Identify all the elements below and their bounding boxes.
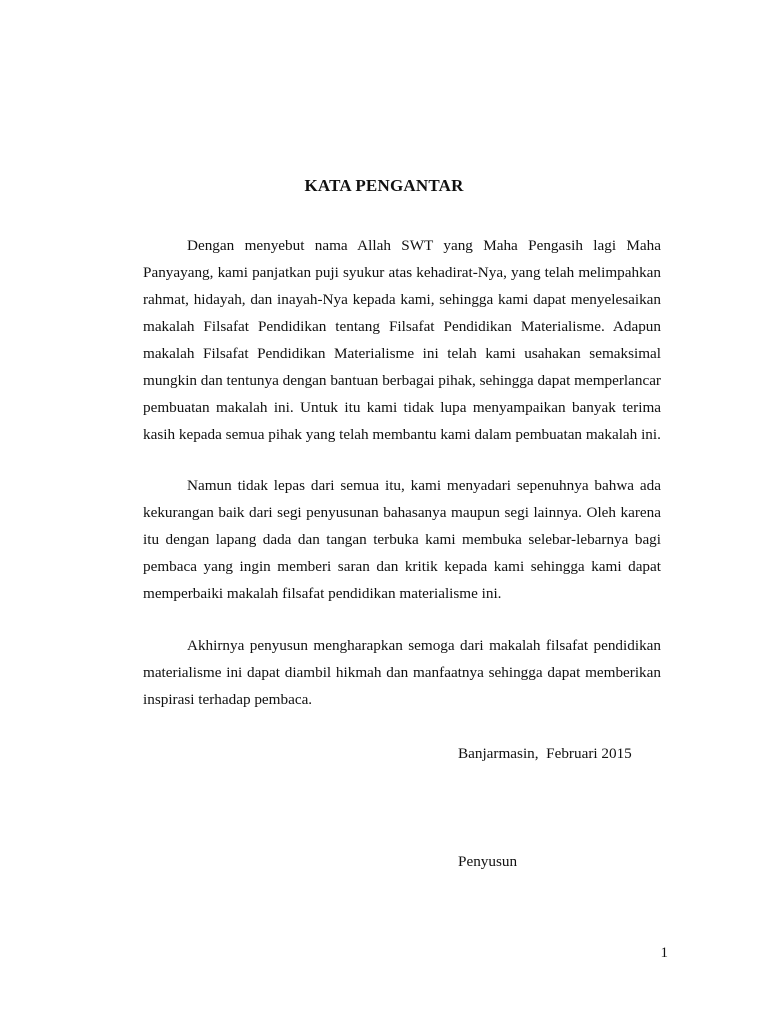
paragraph-line: Panyayang, kami panjatkan puji syukur atas kehadirat-Nya, yang telah melimpahkan: [143, 264, 661, 281]
paragraph-line: Dengan menyebut nama Allah SWT yang Maha Pengasih lagi Maha: [187, 237, 661, 254]
page-title: KATA PENGANTAR: [304, 176, 464, 195]
paragraph-line: mungkin dan tentunya dengan bantuan berbagai pihak, sehingga dapat memperlancar: [143, 372, 661, 389]
paragraph-line: kekurangan baik dari segi penyusunan bahasanya maupun segi lainnya. Oleh karena: [143, 504, 661, 521]
paragraph-opening: [143, 232, 661, 448]
paragraph-line: rahmat, hidayah, dan inayah-Nya kepada kami, sehingga kami dapat menyelesaikan: [143, 291, 661, 308]
paragraph-line: memperbaiki makalah filsafat pendidikan materialisme ini.: [143, 585, 502, 602]
paragraph-line: kasih kepada semua pihak yang telah membantu kami dalam pembuatan makalah ini.: [143, 426, 661, 443]
paragraph-line: inspirasi terhadap pembaca.: [143, 691, 313, 708]
paragraph-line: Namun tidak lepas dari semua itu, kami menyadari sepenuhnya bahwa ada: [187, 477, 661, 494]
paragraph-closing: [143, 632, 661, 713]
paragraph-line: pembaca yang ingin memberi saran dan kritik kepada kami sehingga kami dapat: [143, 558, 661, 575]
paragraph-line: makalah Filsafat Pendidikan tentang Filsafat Pendidikan Materialisme. Adapun: [143, 318, 661, 335]
paragraph-line: Akhirnya penyusun mengharapkan semoga dari makalah filsafat pendidikan: [187, 637, 661, 654]
place-date: Banjarmasin, Februari 2015: [458, 745, 632, 762]
page-number: 1: [660, 945, 668, 961]
paragraph-line: makalah Filsafat Pendidikan Materialisme ini telah kami usahakan semaksimal: [143, 345, 661, 362]
paragraph-acknowledgement: [143, 472, 661, 607]
paragraph-line: pembuatan makalah ini. Untuk itu kami tidak lupa menyampaikan banyak terima: [143, 399, 661, 416]
paragraph-line: itu dengan lapang dada dan tangan terbuka kami membuka selebar-lebarnya bagi: [143, 531, 661, 548]
author-signature: Penyusun: [458, 853, 518, 870]
paragraph-line: materialisme ini dapat diambil hikmah dan manfaatnya sehingga dapat memberikan: [143, 664, 661, 681]
